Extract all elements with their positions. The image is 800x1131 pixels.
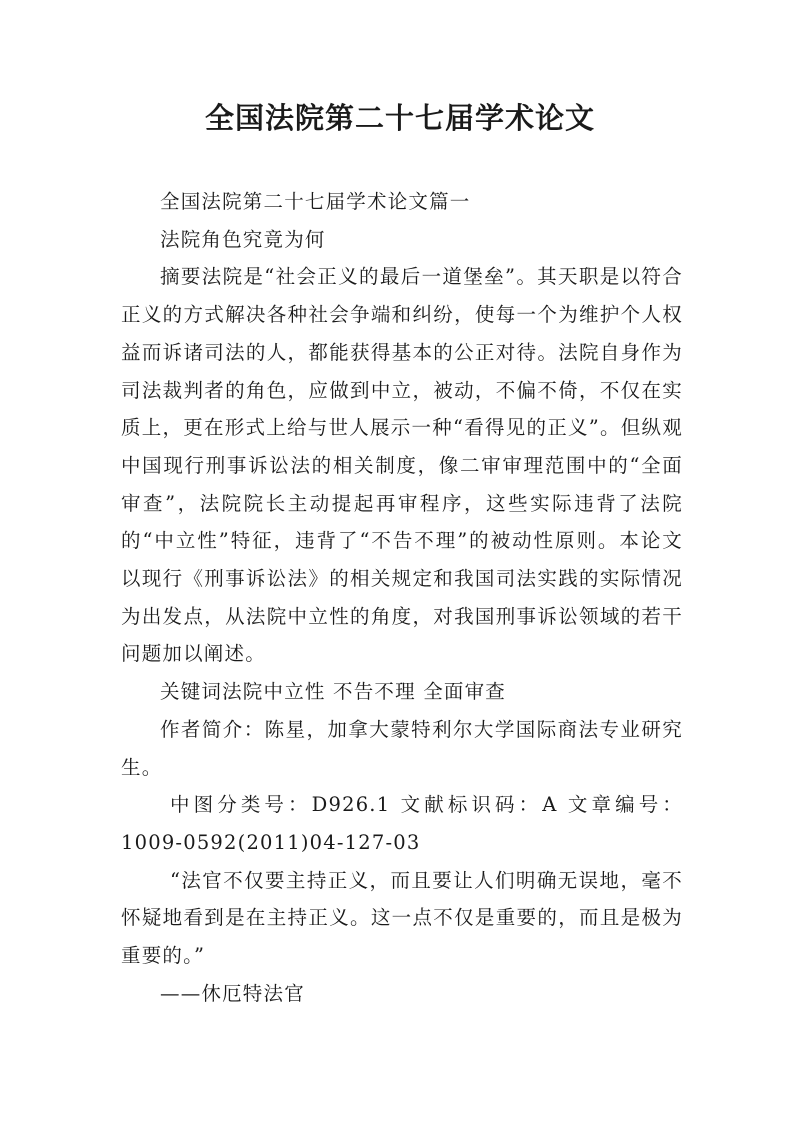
section-subtitle: 全国法院第二十七届学术论文篇一 xyxy=(160,190,471,213)
document-body xyxy=(121,183,683,1012)
article-title: 法院角色究竟为何 xyxy=(160,227,326,251)
quote-paragraph: “法官不仅要主持正义，而且要让人们明确无误地，毫不怀疑地看到是在主持正义。这一点不仅是重要的，而且是极为重要的。” xyxy=(121,868,683,968)
quote-attribution: ——休厄特法官 xyxy=(160,981,305,1005)
abstract-paragraph: 摘要法院是“社会正义的最后一道堡垒”。其天职是以符合正义的方式解决各种社会争端和纠纷，使每一个为维护个人权益而诉诸司法的人，都能获得基本的公正对待。法院自身作为司法裁判者的角色，应做到中立，被动，不偏不倚，不仅在实质上，更在形式上给与世人展示一种“看得见的正义”。但纵观中国现行刑事诉讼法的相关制度，像二审审理范围中的“全面审查”，法院院长主动提起再审程序，这些实际违背了法院的“中立性”特征，违背了“不告不理”的被动性原则。本论文以现行《刑事诉讼法》的相关规定和我国司法实践的实际情况为出发点，从法院中立性的角度，对我国刑事诉讼领域的若干问题加以阐述。 xyxy=(121,265,683,666)
author-intro-paragraph: 作者简介：陈星，加拿大蒙特利尔大学国际商法专业研究生。 xyxy=(121,717,683,779)
document-title: 全国法院第二十七届学术论文 xyxy=(204,101,595,135)
keywords-paragraph: 关键词法院中立性 不告不理 全面审查 xyxy=(160,680,506,704)
classification-paragraph: 中图分类号：D926.1 文献标识码：A 文章编号：1009-0592(2011)04-127-03 xyxy=(121,793,683,854)
